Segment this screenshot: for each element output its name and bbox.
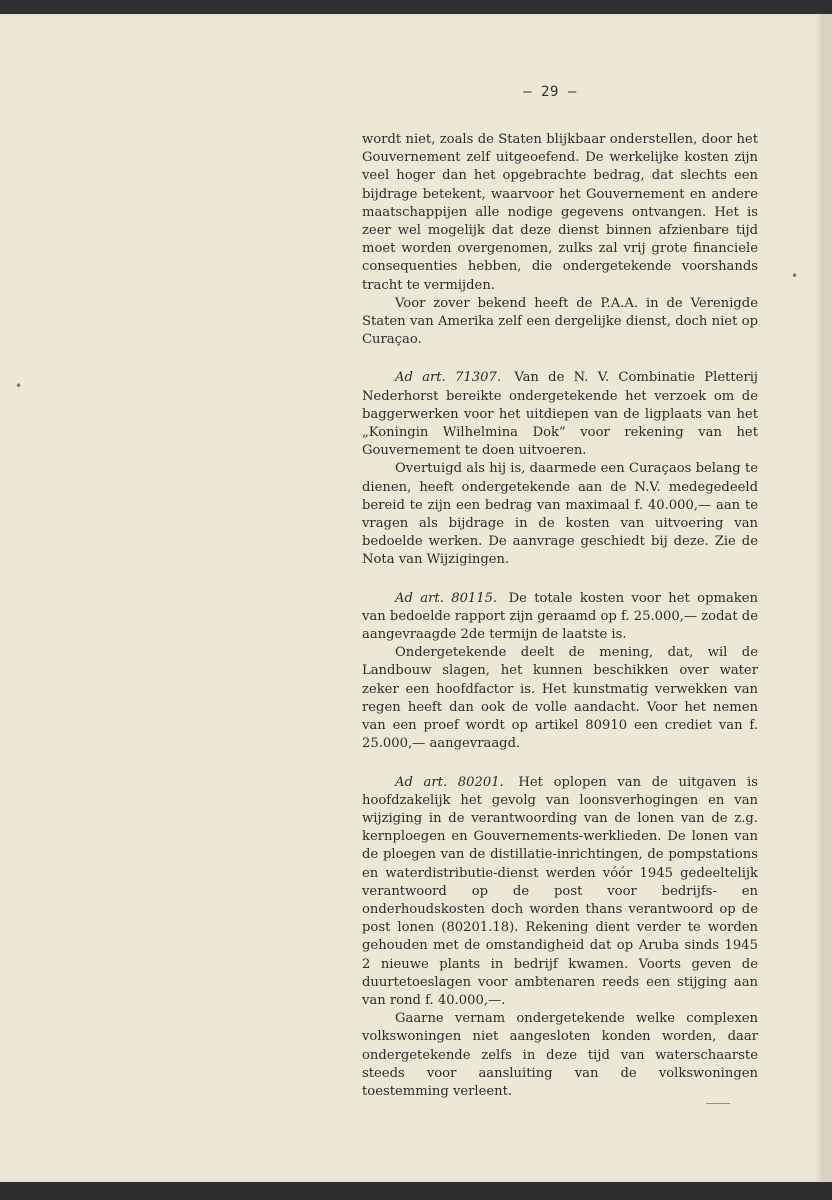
section-3-ref: Ad art. 80201. (395, 774, 504, 790)
spacer (362, 570, 758, 590)
scan-right-edge (821, 14, 832, 1182)
section-3-text: Het oplopen van de uitgaven is hoofdzakelijk het gevolg van loonsverhogingen en van wijziging in de verantwoording van de lonen van de z.g. kernploegen en Gouvernements-werklieden. De lonen van de ploegen van de distillatie-inrichtingen, de pompstations en waterdistributie-dienst werden vóór 1945 gedeeltelijk verantwoord op de post voor bedrijfs- en onderhoudskosten doch worden thans verantwoord op de post lonen (80201.18). Rekening dient verder te worden gehouden met de omstandigheid dat op Aruba sinds 1945 2 nieuwe plants in bedrijf kwamen. Voorts geven de duurtetoeslagen voor ambtenaren reeds een stijging aan van rond f. 40.000,—. (362, 774, 758, 1008)
scan-top-border (0, 0, 832, 14)
spacer (362, 754, 758, 774)
section-2-ref: Ad art. 80115. (395, 590, 498, 606)
spacer (362, 349, 758, 369)
bottom-margin-line-mark (706, 1103, 730, 1104)
section-1-text: Van de N. V. Combinatie Pletterij Nederhorst bereikte ondergetekende het verzoek om de baggerwerken voor het uitdiepen van de ligplaats van het „Koningin Wilhelmina Dok” voor rekening van het Gouvernement te doen uitvoeren. (362, 370, 759, 459)
paragraph-1: wordt niet, zoals de Staten blijkbaar onderstellen, door het Gouvernement zelf uitgeoefend. De werkelijke kosten zijn veel hoger dan het opgebrachte bedrag, dat slechts een bijdrage betekent, waarvoor het Gouvernement en andere maatschappijen alle nodige gegevens ontvangen. Het is zeer wel mogelijk dat deze dienst binnen afzienbare tijd moet worden overgenomen, zulks zal vrij grote financiele consequenties hebben, die ondergetekende voorshands tracht te vermijden. (362, 132, 758, 293)
paragraph-2: Voor zover bekend heeft de P.A.A. in de Verenigde Staten van Amerika zelf een dergelijke dienst, doch niet op Curaçao. (362, 295, 758, 348)
section-1-followup: Overtuigd als hij is, daarmede een Curaçaos belang te dienen, heeft ondergetekende aan de N.V. medegedeeld bereid te zijn een bedrag van maximaal f. 40.000,— aan te vragen als bijdrage in de kosten van uitvoering van bedoelde werken. De aanvrage geschiedt bij deze. Zie de Nota van Wijzigingen. (362, 461, 758, 568)
section-1-ref: Ad art. 71307. (395, 370, 502, 386)
section-2 (362, 590, 758, 645)
page-number: — 29 — (523, 84, 577, 100)
section-3 (362, 774, 758, 1011)
main-text (362, 131, 758, 1101)
section-3-followup: Gaarne vernam ondergetekende welke complexen volkswoningen niet aangesloten konden worden, daar ondergetekende zelfs in deze tijd van waterschaarste steeds voor aansluiting van de volkswoningen toestemming verleent. (362, 1011, 758, 1099)
scan-bottom-border (0, 1182, 832, 1200)
section-2-followup: Ondergetekende deelt de mening, dat, wil de Landbouw slagen, het kunnen beschikken over water zeker een hoofdfactor is. Het kunstmatig verwekken van regen heeft dan ook de volle aandacht. Voor het nemen van een proef wordt op artikel 80910 een crediet van f. 25.000,— aangevraagd. (362, 645, 758, 752)
margin-dot-mark: • (15, 379, 23, 393)
section-1 (362, 369, 758, 460)
section-2-text: De totale kosten voor het opmaken van bedoelde rapport zijn geraamd op f. 25.000,— zodat de aangevraagde 2de termijn de laatste is. (362, 590, 758, 643)
margin-dot-mark: • (791, 269, 799, 283)
